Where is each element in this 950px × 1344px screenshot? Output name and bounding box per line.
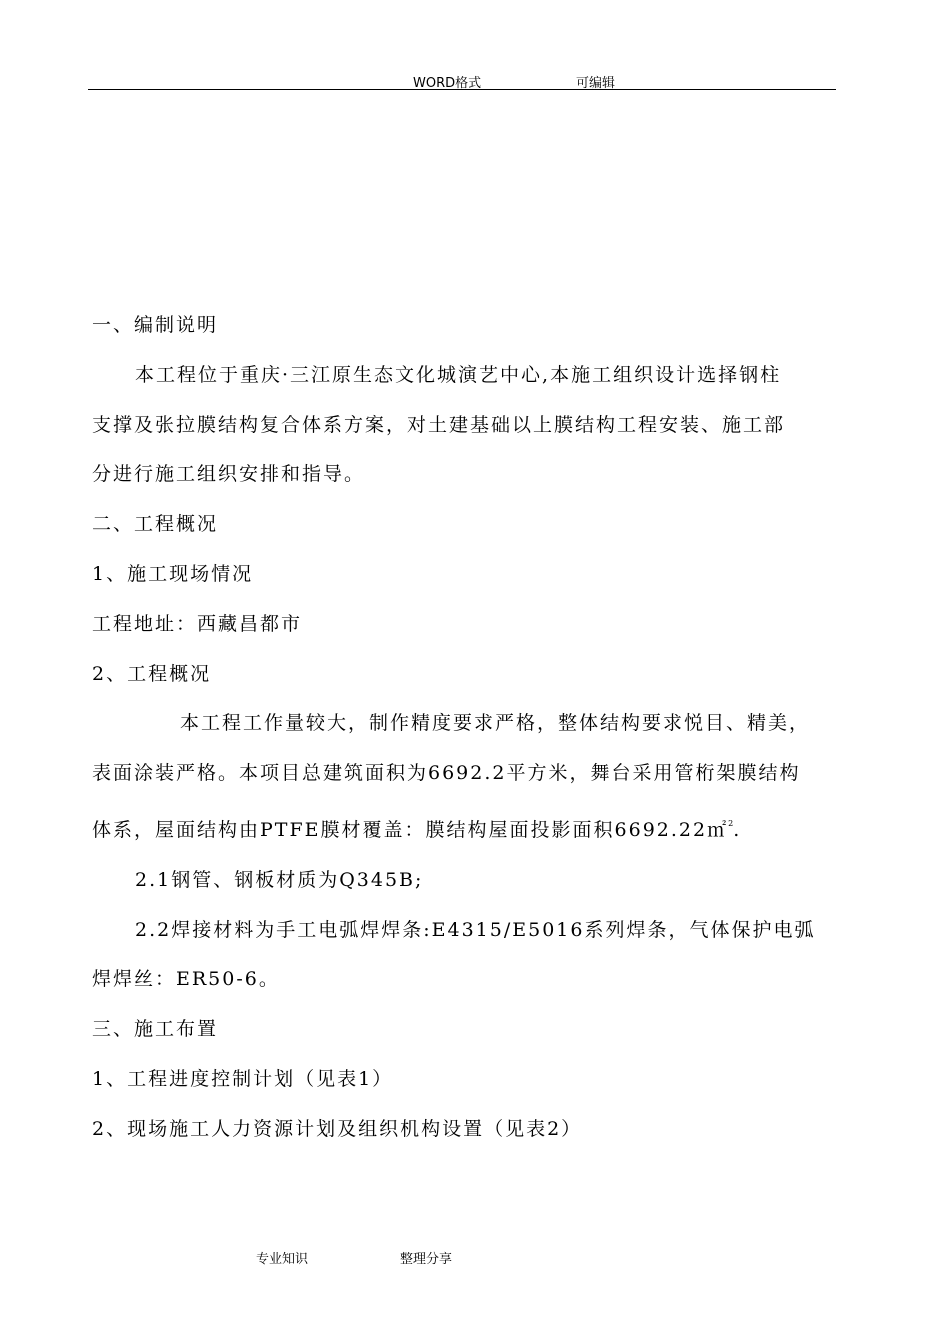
footer-left-text: 专业知识 xyxy=(256,1252,309,1267)
header-left-text: WORD格式 xyxy=(413,76,482,91)
overview-paragraph-line-2: 表面涂装严格。本项目总建筑面积为6692.2平方米，舞台采用管桁架膜结构 xyxy=(92,762,801,785)
section-3-heading: 三、施工布置 xyxy=(92,1018,219,1041)
section-1-heading: 一、编制说明 xyxy=(92,314,219,336)
footer-right-text: 整理分享 xyxy=(400,1252,453,1267)
overview-line-3-text: 体系，屋面结构由PTFE膜材覆盖：膜结构屋面投影面积6692.22㎡ xyxy=(92,818,729,841)
project-address: 工程地址：西藏昌都市 xyxy=(92,612,303,635)
item-2-2-welding-line-1: 2.2焊接材料为手工电弧焊焊条:E4315/E5016系列焊条，气体保护电弧 xyxy=(135,918,816,941)
section-2-heading: 二、工程概况 xyxy=(92,513,219,536)
section-1-paragraph-line-2: 支撑及张拉膜结构复合体系方案，对土建基础以上膜结构工程安装、施工部 xyxy=(92,413,786,436)
document-body xyxy=(92,301,837,1155)
area-unit-superscript: 2 xyxy=(728,818,734,828)
item-2-1-steel-material: 2.1钢管、钢板材质为Q345B; xyxy=(135,868,424,891)
overview-paragraph-line-3 xyxy=(92,799,837,856)
subsection-2-2-heading: 2、工程概况 xyxy=(92,662,212,685)
section-1-paragraph-line-1: 本工程位于重庆·三江原生态文化城演艺中心,本施工组织设计选择钢柱 xyxy=(135,363,782,386)
overview-line-3-end: . xyxy=(733,818,742,841)
item-2-2-welding-line-2: 焊焊丝：ER50-6。 xyxy=(92,968,280,991)
page-header xyxy=(88,70,836,90)
item-3-1-schedule: 1、工程进度控制计划（见表1） xyxy=(92,1067,394,1090)
header-right-text: 可编辑 xyxy=(576,76,616,91)
item-3-2-manpower: 2、现场施工人力资源计划及组织机构设置（见表2） xyxy=(92,1117,583,1140)
section-1-paragraph-line-3: 分进行施工组织安排和指导。 xyxy=(92,463,366,486)
subsection-2-1-heading: 1、施工现场情况 xyxy=(92,562,254,585)
overview-paragraph-line-1: 本工程工作量较大，制作精度要求严格，整体结构要求悦目、精美， xyxy=(180,712,811,735)
